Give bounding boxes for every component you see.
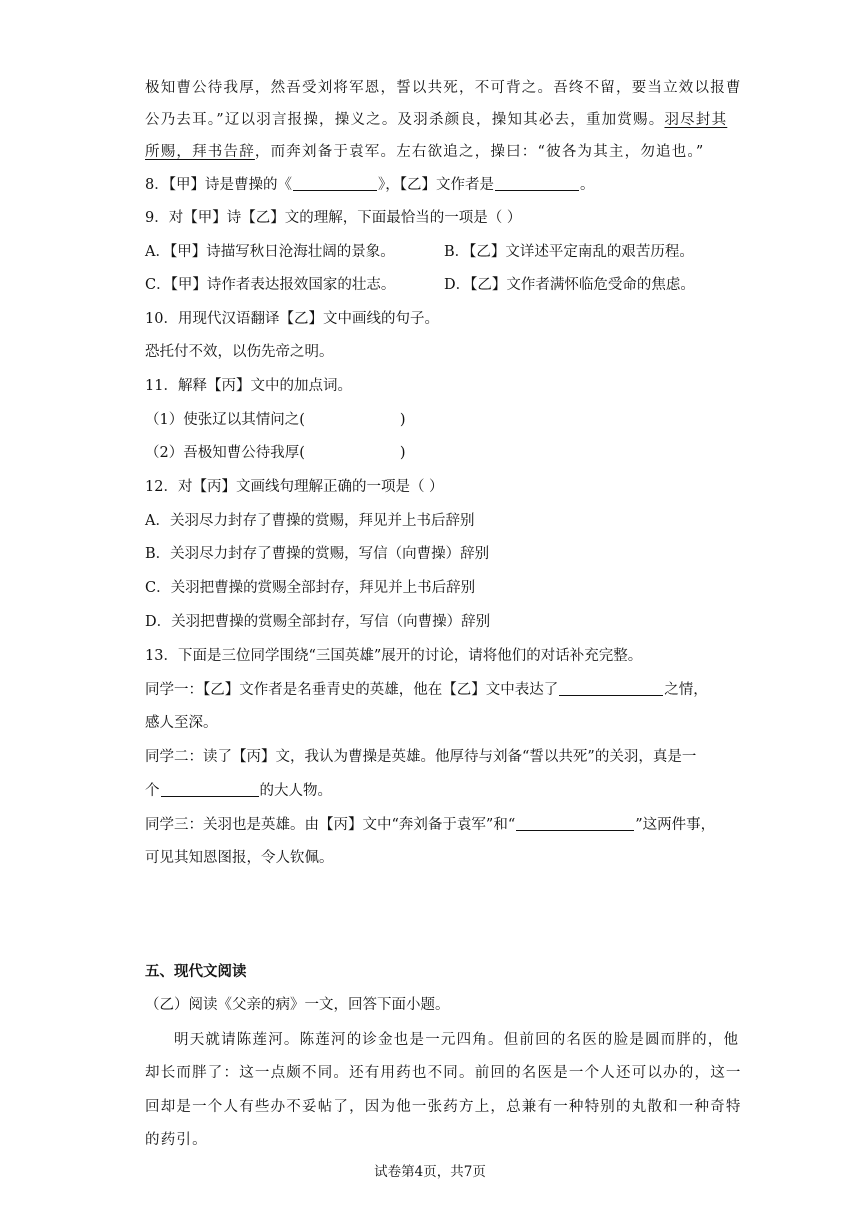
q13-student-2-line-2: 个 的大人物。 — [145, 783, 332, 799]
q8-blank-author[interactable] — [495, 176, 579, 191]
q9-option-c[interactable]: C．【甲】诗作者表达报效国家的壮志。 — [145, 277, 396, 293]
question-9-options-row1 — [145, 242, 720, 262]
section-5-title: 五、现代文阅读 — [145, 964, 247, 980]
q9-option-d[interactable]: D．【乙】文作者满怀临危受命的焦虑。 — [444, 277, 695, 293]
q13-blank-3[interactable] — [516, 816, 634, 831]
page-footer — [0, 1163, 860, 1181]
passage-line-1: 极知曹公待我厚，然吾受刘将军恩，誓以共死，不可背之。吾终不留，要当立效以报曹 — [145, 80, 742, 96]
q13-student-1-line-2: 感人至深。 — [145, 715, 218, 731]
q13-student-1: 同学一：【乙】文作者是名垂青史的英雄，他在【乙】文中表达了 之情， — [145, 682, 708, 698]
reading-para-line-4: 的药引。 — [145, 1132, 208, 1148]
reading-para-line-3: 回却是一个人有些办不妥帖了，因为他一张药方上，总兼有一种特别的丸散和一种奇特 — [145, 1099, 742, 1115]
q12-option-d[interactable]: D．关羽把曹操的赏赐全部封存，写信（向曹操）辞别 — [145, 614, 491, 630]
section-5-intro: （乙）阅读《父亲的病》一文，回答下面小题。 — [145, 997, 450, 1013]
question-12-stem: 12．对【丙】文画线句理解正确的一项是（ ） — [145, 479, 444, 495]
question-9-options-row2 — [145, 275, 720, 295]
question-8: 8．【甲】诗是曹操的《 》，【乙】文作者是 。 — [145, 177, 595, 193]
q12-option-c[interactable]: C．关羽把曹操的赏赐全部封存，拜见并上书后辞别 — [145, 580, 476, 596]
question-10-stem: 10．用现代汉语翻译【乙】文中画线的句子。 — [145, 311, 439, 327]
q13-student-3-line-2: 可见其知恩图报，令人钦佩。 — [145, 850, 334, 866]
q9-option-b[interactable]: B．【乙】文详述平定南乱的艰苦历程。 — [444, 244, 694, 260]
reading-para-line-1: 明天就请陈莲河。陈莲河的诊金也是一元四角。但前回的名医的脸是圆而胖的，他 — [174, 1032, 740, 1048]
q13-blank-2[interactable] — [161, 782, 259, 797]
q13-student-3: 同学三：关羽也是英雄。由【丙】文中“奔刘备于袁军”和“ ”这两件事， — [145, 817, 716, 833]
q13-student-2: 同学二：读了【丙】文，我认为曹操是英雄。他厚待与刘备“誓以共死”的关羽，真是一 — [145, 749, 697, 765]
q9-option-a[interactable]: A．【甲】诗描写秋日沧海壮阔的景象。 — [145, 244, 395, 260]
question-10-sentence: 恐托付不效，以伤先帝之明。 — [145, 344, 334, 360]
question-11-stem: 11．解释【丙】文中的加点词。 — [145, 378, 352, 394]
question-9-stem: 9．对【甲】诗【乙】文的理解，下面最恰当的一项是（ ） — [145, 210, 522, 226]
q12-option-a[interactable]: A．关羽尽力封存了曹操的赏赐，拜见并上书后辞别 — [145, 513, 475, 529]
passage-line-3: 所赐，拜书告辞，而奔刘备于袁军。左右欲追之，操曰：“彼各为其主，勿追也。” — [145, 144, 705, 160]
q12-option-b[interactable]: B．关羽尽力封存了曹操的赏赐，写信（向曹操）辞别 — [145, 546, 490, 562]
underlined-sentence-part1: 羽尽封其 — [664, 112, 728, 128]
question-11-item-2: （2）吾极知曹公待我厚( ) — [145, 445, 406, 461]
q13-blank-1[interactable] — [559, 681, 663, 696]
question-11-item-1: （1）使张辽以其情问之( ) — [145, 412, 406, 428]
q8-blank-poem-title[interactable] — [293, 176, 377, 191]
passage-line-2: 公乃去耳。”辽以羽言报操，操义之。及羽杀颜良，操知其必去，重加赏赐。羽尽封其 — [145, 112, 728, 128]
page-number: 试卷第4页，共7页 — [374, 1164, 486, 1180]
underlined-sentence-part2: 所赐，拜书告辞 — [145, 144, 255, 160]
question-13-stem: 13．下面是三位同学围绕“三国英雄”展开的讨论，请将他们的对话补充完整。 — [145, 648, 643, 664]
reading-para-line-2: 却长而胖了：这一点颇不同。还有用药也不同。前回的名医是一个人还可以办的，这一 — [145, 1065, 742, 1081]
